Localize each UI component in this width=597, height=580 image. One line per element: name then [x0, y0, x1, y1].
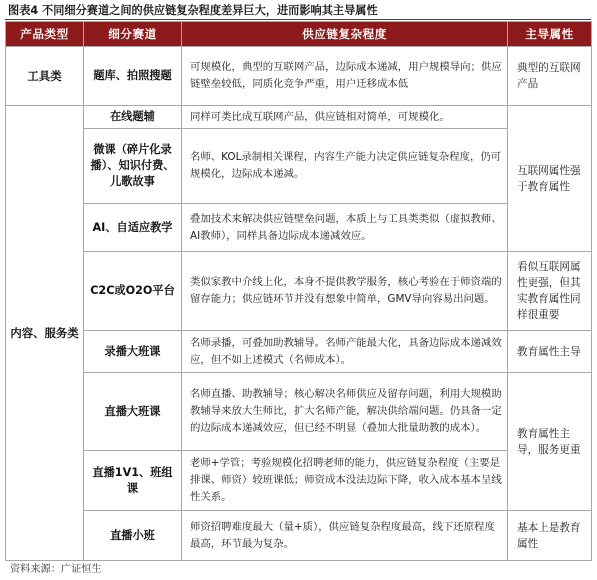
header-supply-chain: 供应链复杂程度 — [182, 22, 508, 47]
complexity-cell: 师资招聘难度最大（量+质），供应链复杂程度最高，线下还原程度最高，环节最为复杂。 — [182, 511, 508, 561]
complexity-cell: 叠加技术来解决供应链壁垒问题，本质上与工具类类似（虚拟教师、AI教师），同样具备边际成本递减效应。 — [182, 204, 508, 252]
source-note: 资料来源：广证恒生 — [10, 564, 102, 575]
comparison-table — [5, 21, 592, 561]
table-row — [6, 204, 592, 252]
track-cell: AI、自适应教学 — [84, 204, 182, 252]
table-row — [6, 511, 592, 561]
table-row — [6, 331, 592, 373]
track-cell: 录播大班课 — [84, 331, 182, 373]
header-attribute: 主导属性 — [508, 22, 592, 47]
table-row — [6, 106, 592, 129]
complexity-cell: 类似家教中介线上化，本身不提供教学服务，核心考验在于师资端的留存能力；供应链环节并没有想象中简单，GMV导向容易出问题。 — [182, 252, 508, 331]
table-row — [6, 47, 592, 106]
attribute-cell: 教育属性主导 — [508, 331, 592, 373]
track-cell: 直播大班课 — [84, 373, 182, 451]
track-cell: 直播1V1、班组课 — [84, 451, 182, 511]
table-row — [6, 451, 592, 511]
complexity-cell: 名师、KOL录制相关课程，内容生产能力决定供应链复杂程度，仍可规模化，边际成本递减。 — [182, 129, 508, 204]
track-cell: 直播小班 — [84, 511, 182, 561]
attribute-cell: 互联网属性强于教育属性 — [508, 106, 592, 252]
caption-rule — [5, 19, 591, 20]
table-row — [6, 373, 592, 451]
header-product-type: 产品类型 — [6, 22, 84, 47]
track-cell: C2C或O2O平台 — [84, 252, 182, 331]
complexity-cell: 可规模化，典型的互联网产品，边际成本递减，用户规模导向；供应链壁垒较低，同质化竞争严重，用户迁移成本低 — [182, 47, 508, 106]
table-row — [6, 129, 592, 204]
product-type-cell: 内容、服务类 — [6, 106, 84, 561]
complexity-cell: 同样可类比成互联网产品，供应链相对简单，可规模化。 — [182, 106, 508, 129]
track-cell: 在线题辅 — [84, 106, 182, 129]
complexity-cell: 老师+学管；考验规模化招聘老师的能力，供应链复杂程度（主要是排课、师资）较班课低；师资成本没法边际下降，收入成本基本呈线性关系。 — [182, 451, 508, 511]
attribute-cell: 典型的互联网产品 — [508, 47, 592, 106]
attribute-cell: 看似互联网属性更强，但其实教育属性同样很重要 — [508, 252, 592, 331]
attribute-cell: 教育属性主导，服务更重 — [508, 373, 592, 511]
product-type-cell: 工具类 — [6, 47, 84, 106]
track-cell: 题库、拍照搜题 — [84, 47, 182, 106]
attribute-cell: 基本上是教育属性 — [508, 511, 592, 561]
table-caption: 图表4 不同细分赛道之间的供应链复杂程度差异巨大，进而影响其主导属性 — [8, 4, 378, 17]
track-cell: 微课（碎片化录播）、知识付费、儿歌故事 — [84, 129, 182, 204]
complexity-cell: 名师录播，可叠加助教辅导。名师产能最大化，具备边际成本递减效应，但不如上述模式（名师成本）。 — [182, 331, 508, 373]
header-row — [6, 22, 592, 47]
header-track: 细分赛道 — [84, 22, 182, 47]
table-row — [6, 252, 592, 331]
complexity-cell: 名师直播、助教辅导；核心解决名师供应及留存问题，利用大规模助教辅导来放大生师比，扩大名师产能，解决供给端问题。仍具备一定的边际成本递减效应，但已经不明显（叠加大批量助教的成本）。 — [182, 373, 508, 451]
